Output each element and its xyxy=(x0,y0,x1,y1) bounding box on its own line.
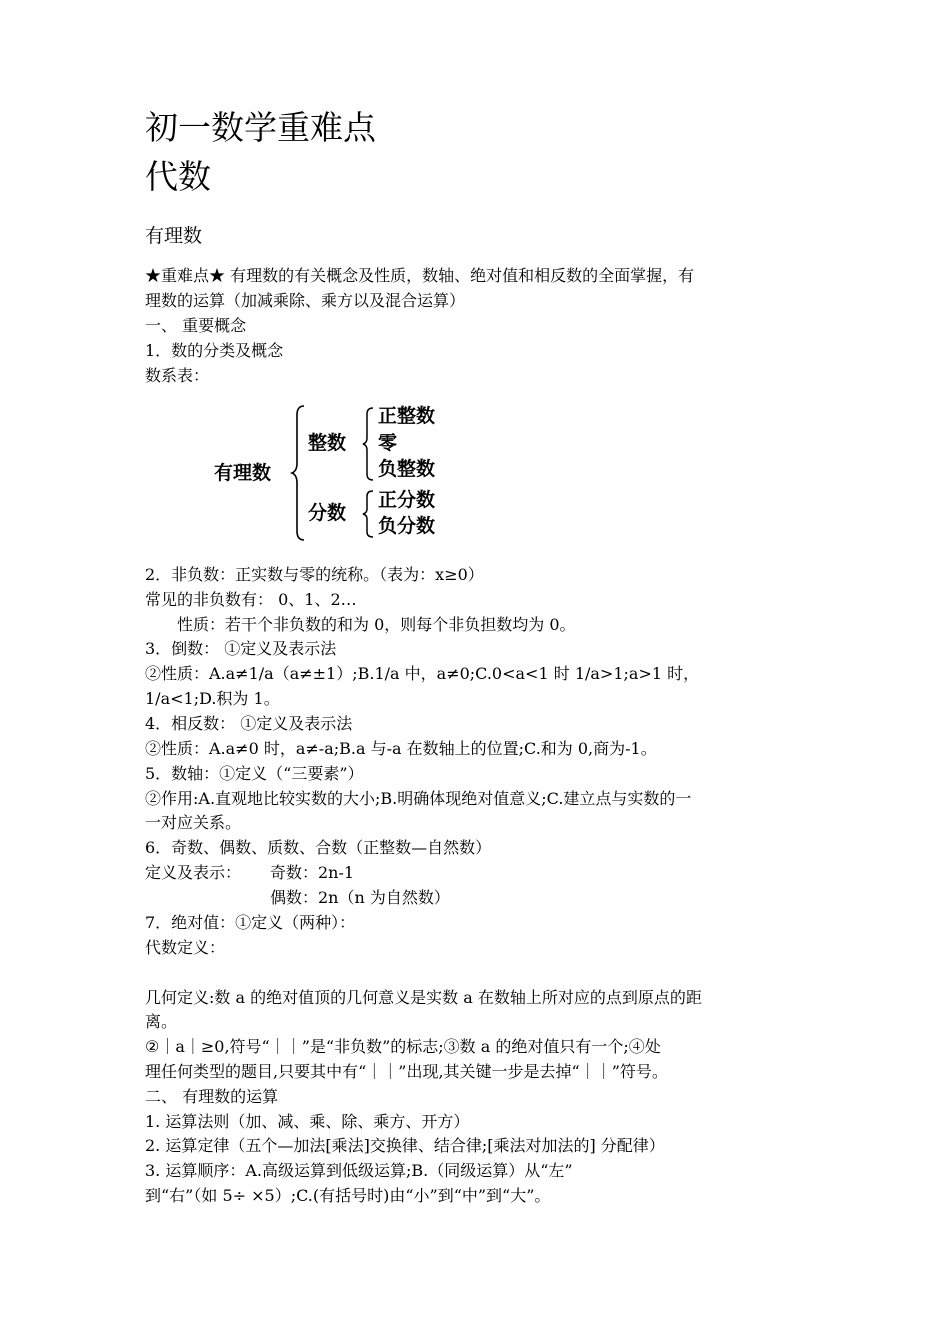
text-line: 代数定义： xyxy=(145,938,226,957)
text-line: 理任何类型的题目,只要其中有“｜｜”出现,其关键一步是去掉“｜｜”符号。 xyxy=(145,1062,668,1081)
text-line: 1. 运算法则（加、减、乘、除、乘方、开方） xyxy=(145,1112,470,1131)
text-line: 4．相反数： ①定义及表示法 xyxy=(145,714,353,733)
text-line: 偶数：2n（n 为自然数） xyxy=(270,888,450,907)
tree-negative-integer: 负整数 xyxy=(378,458,436,480)
page-title: 初一数学重难点 xyxy=(145,108,376,147)
text-line: 一、 重要概念 xyxy=(145,316,247,335)
text-line: 3．倒数： ①定义及表示法 xyxy=(145,639,337,658)
text-line: ②作用:A.直观地比较实数的大小;B.明确体现绝对值意义;C.建立点与实数的一 xyxy=(145,789,692,808)
text-line: 到“右”（如 5÷ ×5）;C.(有括号时)由“小”到“中”到“大”。 xyxy=(145,1186,551,1205)
text-line: ②性质：A.a≠0 时，a≠-a;B.a 与-a 在数轴上的位置;C.和为 0,商为-1。 xyxy=(145,739,657,758)
section-title: 有理数 xyxy=(145,225,203,247)
tree-zero: 零 xyxy=(378,432,398,454)
text-line: 6．奇数、偶数、质数、合数（正整数—自然数） xyxy=(145,838,492,857)
text-line: 一对应关系。 xyxy=(145,813,242,832)
text-line: 理数的运算（加减乘除、乘方以及混合运算） xyxy=(145,291,466,310)
tree-root-rational: 有理数 xyxy=(214,462,272,484)
text-line: 几何定义:数 a 的绝对值顶的几何意义是实数 a 在数轴上所对应的点到原点的距 xyxy=(145,988,702,1007)
tree-positive-integer: 正整数 xyxy=(378,405,436,427)
tree-negative-fraction: 负分数 xyxy=(378,515,436,537)
brace-fraction xyxy=(362,490,374,538)
brace-integer xyxy=(362,407,374,481)
text-line: 定义及表示： xyxy=(145,863,242,882)
tree-fraction: 分数 xyxy=(308,502,347,524)
text-line: 2．非负数：正实数与零的统称。（表为：x≥0） xyxy=(145,565,484,584)
tree-integer: 整数 xyxy=(308,432,347,454)
text-line: ★重难点★ 有理数的有关概念及性质，数轴、绝对值和相反数的全面掌握，有 xyxy=(145,266,695,285)
text-line: 1/a<1;D.积为 1。 xyxy=(145,689,280,708)
brace-rational xyxy=(291,405,305,541)
text-line: 奇数：2n-1 xyxy=(270,863,355,882)
text-line: 7．绝对值：①定义（两种）： xyxy=(145,913,356,932)
text-line: 离。 xyxy=(145,1012,178,1031)
text-line: 1．数的分类及概念 xyxy=(145,341,284,360)
text-line: 3. 运算顺序：A.高级运算到低级运算;B.（同级运算）从“左” xyxy=(145,1161,573,1180)
text-line: 常见的非负数有： 0、1、2… xyxy=(145,590,357,609)
text-line: ②性质：A.a≠1/a（a≠±1）;B.1/a 中，a≠0;C.0<a<1 时 1/a>1;a>1 时， xyxy=(145,664,700,683)
text-line: 性质：若干个非负数的和为 0，则每个非负担数均为 0。 xyxy=(177,615,576,634)
text-line: 2. 运算定律（五个—加法[乘法]交换律、结合律;[乘法对加法的] 分配律） xyxy=(145,1136,665,1155)
text-line: 5．数轴：①定义（“三要素”） xyxy=(145,764,364,783)
tree-positive-fraction: 正分数 xyxy=(378,489,436,511)
text-line: 二、 有理数的运算 xyxy=(145,1087,279,1106)
text-line: ②｜a｜≥0,符号“｜｜”是“非负数”的标志;③数 a 的绝对值只有一个;④处 xyxy=(145,1037,661,1056)
text-line: 数系表： xyxy=(145,366,210,385)
chapter-title: 代数 xyxy=(145,157,211,196)
